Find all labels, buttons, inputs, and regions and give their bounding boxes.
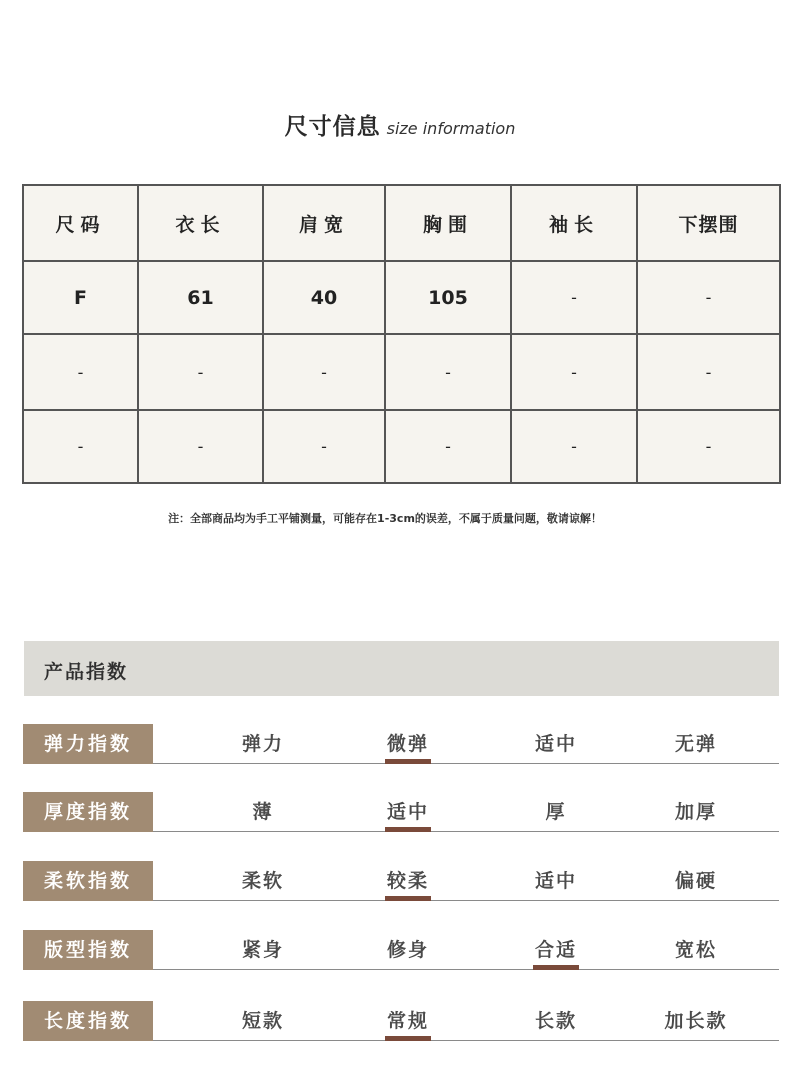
index-option: 偏硬 — [674, 870, 717, 892]
index-option: 微弹 — [386, 733, 429, 755]
index-row — [23, 861, 779, 901]
table-header-cell: 尺码 — [23, 185, 138, 261]
index-option: 弹力 — [241, 733, 284, 755]
index-row — [23, 792, 779, 832]
table-cell: - — [138, 334, 263, 410]
table-cell: - — [263, 334, 385, 410]
index-option: 适中 — [534, 733, 577, 755]
index-row — [23, 930, 779, 970]
index-option: 长款 — [534, 1010, 577, 1032]
index-label: 长度指数 — [23, 1001, 153, 1041]
selected-indicator-bar — [385, 827, 431, 832]
table-cell: - — [637, 261, 780, 334]
table-cell: 105 — [385, 261, 511, 334]
table-row — [23, 410, 780, 483]
table-cell: 40 — [263, 261, 385, 334]
index-option: 短款 — [241, 1010, 284, 1032]
selected-indicator-bar — [385, 1036, 431, 1041]
index-option: 薄 — [252, 801, 274, 823]
index-label: 柔软指数 — [23, 861, 153, 901]
index-option: 合适 — [534, 939, 577, 961]
index-option: 柔软 — [241, 870, 284, 892]
table-cell: - — [511, 261, 637, 334]
index-option: 较柔 — [386, 870, 429, 892]
measurement-note: 注：全部商品均为手工平铺测量，可能存在1-3cm的误差，不属于质量问题，敬请谅解！ — [168, 512, 602, 525]
selected-indicator-bar — [385, 759, 431, 764]
table-header-cell: 胸围 — [385, 185, 511, 261]
index-option: 修身 — [386, 939, 429, 961]
index-label: 厚度指数 — [23, 792, 153, 832]
table-cell: - — [23, 334, 138, 410]
table-cell: - — [637, 334, 780, 410]
table-cell: 61 — [138, 261, 263, 334]
index-option: 常规 — [386, 1010, 429, 1032]
table-cell: - — [637, 410, 780, 483]
index-option: 宽松 — [674, 939, 717, 961]
table-cell: F — [23, 261, 138, 334]
table-cell: - — [23, 410, 138, 483]
table-header-cell: 衣长 — [138, 185, 263, 261]
index-label: 版型指数 — [23, 930, 153, 970]
selected-indicator-bar — [533, 965, 579, 970]
table-header-cell: 肩宽 — [263, 185, 385, 261]
index-option: 厚 — [545, 801, 567, 823]
index-option: 加长款 — [664, 1010, 728, 1032]
table-row — [23, 261, 780, 334]
title-cn: 尺寸信息 — [284, 114, 381, 140]
table-cell: - — [263, 410, 385, 483]
index-option: 无弹 — [674, 733, 717, 755]
product-index-title: 产品指数 — [44, 661, 129, 683]
page-title — [0, 108, 800, 141]
index-option: 适中 — [386, 801, 429, 823]
title-en: size information — [386, 119, 516, 138]
table-header-cell: 下摆围 — [637, 185, 780, 261]
table-row — [23, 334, 780, 410]
index-label: 弹力指数 — [23, 724, 153, 764]
table-cell: - — [385, 410, 511, 483]
index-option: 紧身 — [241, 939, 284, 961]
index-option: 加厚 — [674, 801, 717, 823]
table-cell: - — [511, 334, 637, 410]
table-cell: - — [385, 334, 511, 410]
table-cell: - — [138, 410, 263, 483]
table-header-row — [23, 185, 780, 261]
product-index-header — [24, 641, 779, 696]
table-cell: - — [511, 410, 637, 483]
selected-indicator-bar — [385, 896, 431, 901]
index-option: 适中 — [534, 870, 577, 892]
size-table — [22, 184, 781, 484]
index-row — [23, 1001, 779, 1041]
table-header-cell: 袖长 — [511, 185, 637, 261]
index-row — [23, 724, 779, 764]
